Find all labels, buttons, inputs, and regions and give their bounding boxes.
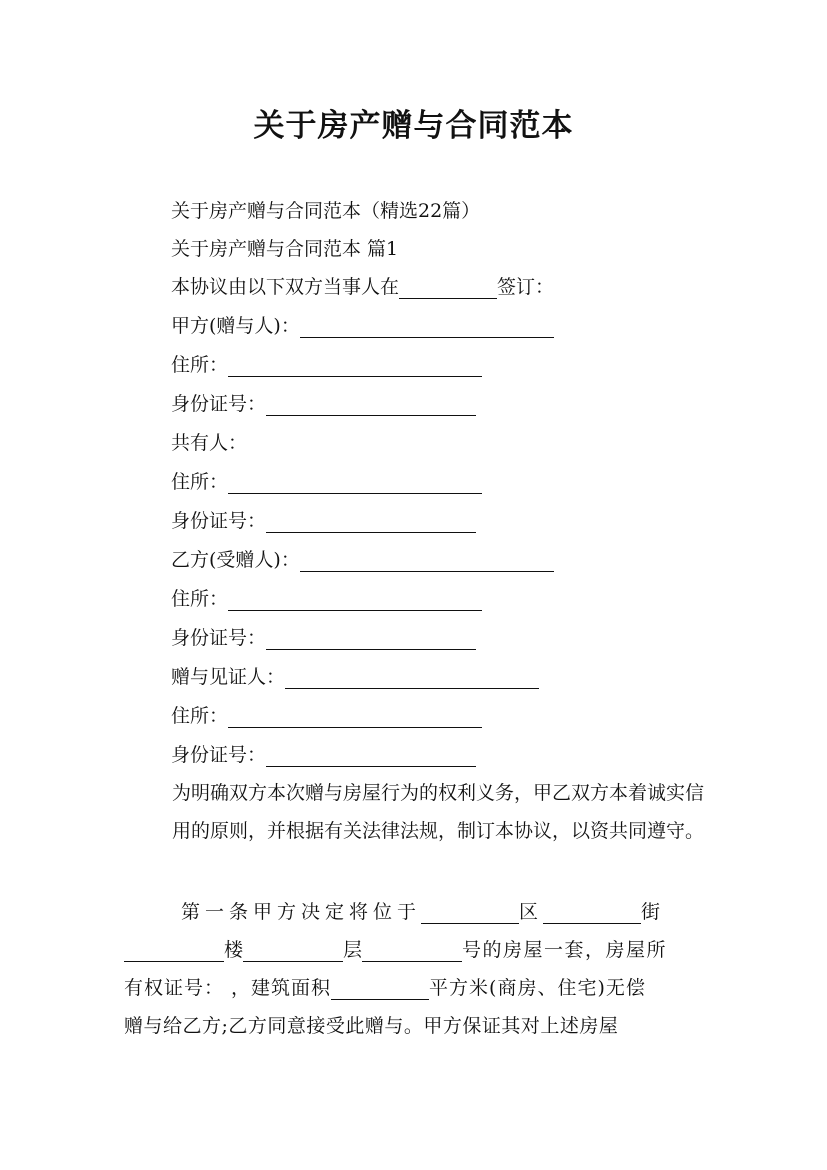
blank-number (362, 943, 462, 962)
blank-id (266, 397, 476, 416)
article1-line4 (124, 1014, 618, 1038)
document-title: 关于房产赠与合同范本 (253, 108, 574, 144)
blank-building (124, 943, 224, 962)
blank-address (228, 358, 482, 377)
party-a-address-line (171, 353, 482, 377)
blank-party-a (300, 319, 554, 338)
blank-address (228, 475, 482, 494)
article1-text-floor: 层 (343, 939, 363, 961)
blank-address (228, 592, 482, 611)
article1-line2 (124, 938, 667, 962)
blank-address (228, 709, 482, 728)
address-label: 住所： (171, 705, 229, 727)
address-label: 住所： (171, 354, 229, 376)
heading-collection: 关于房产赠与合同范本（精选22篇） (171, 200, 481, 222)
heading-article: 关于房产赠与合同范本 篇1 (171, 238, 399, 260)
witness-line (171, 665, 539, 689)
blank-party-b (300, 553, 554, 572)
article1-text-building: 楼 (224, 939, 244, 961)
article1-text-number: 号的房屋一套，房屋所 (462, 939, 668, 961)
id-label: 身份证号： (171, 627, 267, 649)
article1-text-a: 第一条甲方决定将位于 (181, 901, 422, 923)
co-owner-line (171, 431, 247, 455)
article1-text-area: 平方米(商房、住宅)无偿 (429, 977, 646, 999)
intro-text-before: 本协议由以下双方当事人在 (171, 276, 400, 298)
blank-id (266, 631, 476, 650)
witness-id-line (171, 743, 476, 767)
purpose-paragraph (124, 775, 704, 850)
party-a-label: 甲方(赠与人)： (171, 315, 300, 337)
article1-text-gift: 赠与给乙方;乙方同意接受此赠与。甲方保证其对上述房屋 (124, 1015, 619, 1037)
article1-line1 (181, 900, 665, 924)
article1-text-cert: 有权证号： ，建筑面积 (124, 977, 332, 999)
address-label: 住所： (171, 471, 229, 493)
co-owner-address-line (171, 470, 482, 494)
blank-location (399, 280, 497, 299)
witness-address-line (171, 704, 482, 728)
address-label: 住所： (171, 588, 229, 610)
party-a-id-line (171, 392, 476, 416)
article1-text-c: 街 (641, 901, 666, 923)
id-label: 身份证号： (171, 510, 267, 532)
party-b-address-line (171, 587, 482, 611)
purpose-text: 为明确双方本次赠与房屋行为的权利义务，甲乙双方本着诚实信用的原则，并根据有关法律法规，制订本协议，以资共同遵守。 (172, 782, 705, 842)
co-owner-id-line (171, 509, 476, 533)
id-label: 身份证号： (171, 393, 267, 415)
id-label: 身份证号： (171, 744, 267, 766)
party-b-id-line (171, 626, 476, 650)
co-owner-label: 共有人： (171, 432, 248, 454)
blank-area (331, 981, 429, 1000)
party-b-label: 乙方(受赠人)： (171, 549, 300, 571)
blank-floor (243, 943, 343, 962)
intro-text-after: 签订： (497, 276, 555, 298)
party-b-line (171, 548, 554, 572)
party-a-line (171, 314, 554, 338)
article1-line3 (124, 976, 646, 1000)
article1-text-b: 区 (519, 901, 544, 923)
intro-line (171, 275, 554, 299)
blank-witness (285, 670, 539, 689)
blank-street (543, 905, 641, 924)
blank-district (421, 905, 519, 924)
blank-id (266, 514, 476, 533)
witness-label: 赠与见证人： (171, 666, 286, 688)
blank-id (266, 748, 476, 767)
